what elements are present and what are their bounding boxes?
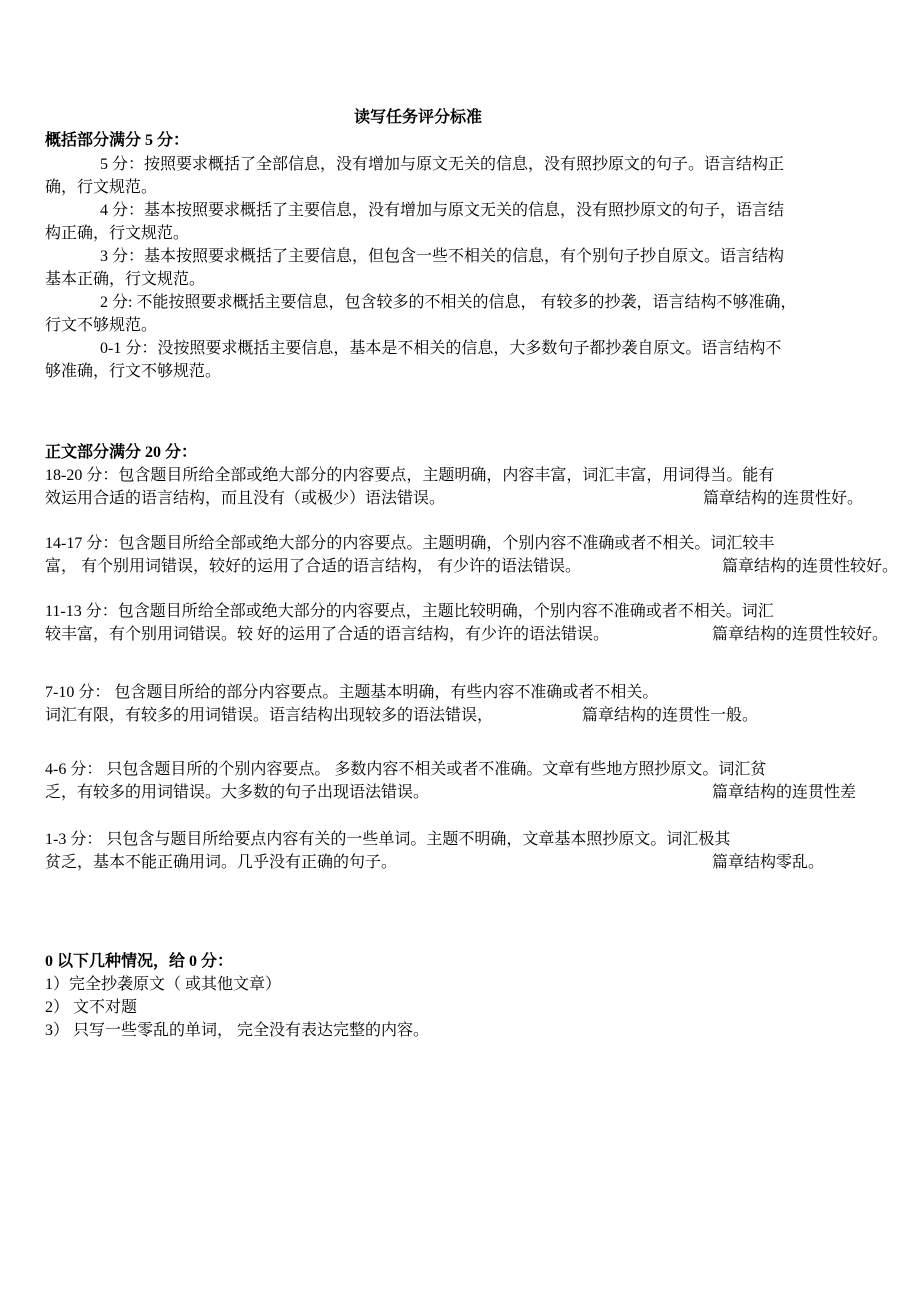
- summary-line: 2 分: 不能按照要求概括主要信息，包含较多的不相关的信息， 有较多的抄袭，语言结构不够准确，: [100, 294, 797, 311]
- coherence-note: 篇章结构的连贯性较好。: [712, 626, 889, 643]
- body-line: 贫乏，基本不能正确用词。几乎没有正确的句子。: [45, 854, 398, 871]
- summary-line: 构正确，行文规范。: [45, 225, 190, 242]
- body-line: 词汇有限，有较多的用词错误。语言结构出现较多的语法错误，: [45, 707, 494, 724]
- summary-line: 3 分：基本按照要求概括了主要信息，但包含一些不相关的信息，有个别句子抄自原文。语言结构: [100, 248, 785, 265]
- summary-line: 够准确，行文不够规范。: [45, 363, 222, 380]
- zero-heading: 0 以下几种情况，给 0 分：: [45, 953, 234, 970]
- body-line: 11-13 分：包含题目所给全部或绝大部分的内容要点，主题比较明确，个别内容不准确或者不相关。词汇: [45, 603, 774, 620]
- coherence-note: 篇章结构的连贯性差: [712, 784, 857, 801]
- summary-line: 0-1 分：没按照要求概括主要信息，基本是不相关的信息，大多数句子都抄袭自原文。语言结构不: [100, 340, 782, 357]
- zero-item: 3） 只写一些零乱的单词， 完全没有表达完整的内容。: [45, 1022, 430, 1039]
- body-line: 18-20 分：包含题目所给全部或绝大部分的内容要点，主题明确，内容丰富，词汇丰富，用词得当。能有: [45, 467, 775, 484]
- body-line: 较丰富，有个别用词错误。较 好的运用了合适的语言结构，有少许的语法错误。: [45, 626, 610, 643]
- zero-item: 2） 文不对题: [45, 999, 138, 1016]
- summary-line: 基本正确，行文规范。: [45, 271, 206, 288]
- summary-line: 4 分：基本按照要求概括了主要信息，没有增加与原文无关的信息，没有照抄原文的句子，语言结: [100, 202, 785, 219]
- coherence-note: 篇章结构的连贯性较好。: [722, 558, 899, 575]
- body-line: 14-17 分：包含题目所给全部或绝大部分的内容要点。主题明确，个别内容不准确或者不相关。词汇较丰: [45, 535, 775, 552]
- body-line: 富， 有个别用词错误，较好的运用了合适的语言结构， 有少许的语法错误。: [45, 558, 582, 575]
- coherence-note: 篇章结构的连贯性一般。: [582, 707, 759, 724]
- zero-item: 1）完全抄袭原文（ 或其他文章）: [45, 976, 282, 993]
- body-line: 4-6 分： 只包含题目所的个别内容要点。 多数内容不相关或者不准确。文章有些地方照抄原文。词汇贫: [45, 761, 767, 778]
- coherence-note: 篇章结构零乱。: [712, 854, 825, 871]
- summary-line: 行文不够规范。: [45, 317, 158, 334]
- body-line: 乏，有较多的用词错误。大多数的句子出现语法错误。: [45, 784, 430, 801]
- body-line: 效运用合适的语言结构，而且没有（或极少）语法错误。: [45, 490, 446, 507]
- body-heading: 正文部分满分 20 分：: [45, 444, 198, 461]
- summary-line: 确，行文规范。: [45, 179, 158, 196]
- body-line: 7-10 分： 包含题目所给的部分内容要点。主题基本明确，有些内容不准确或者不相关。: [45, 684, 659, 701]
- coherence-note: 篇章结构的连贯性好。: [703, 490, 864, 507]
- document-title: 读写任务评分标准: [354, 109, 483, 126]
- summary-line: 5 分：按照要求概括了全部信息，没有增加与原文无关的信息，没有照抄原文的句子。语言结构正: [100, 156, 785, 173]
- summary-heading: 概括部分满分 5 分：: [45, 132, 190, 149]
- body-line: 1-3 分： 只包含与题目所给要点内容有关的一些单词。主题不明确，文章基本照抄原文。词汇极其: [45, 831, 731, 848]
